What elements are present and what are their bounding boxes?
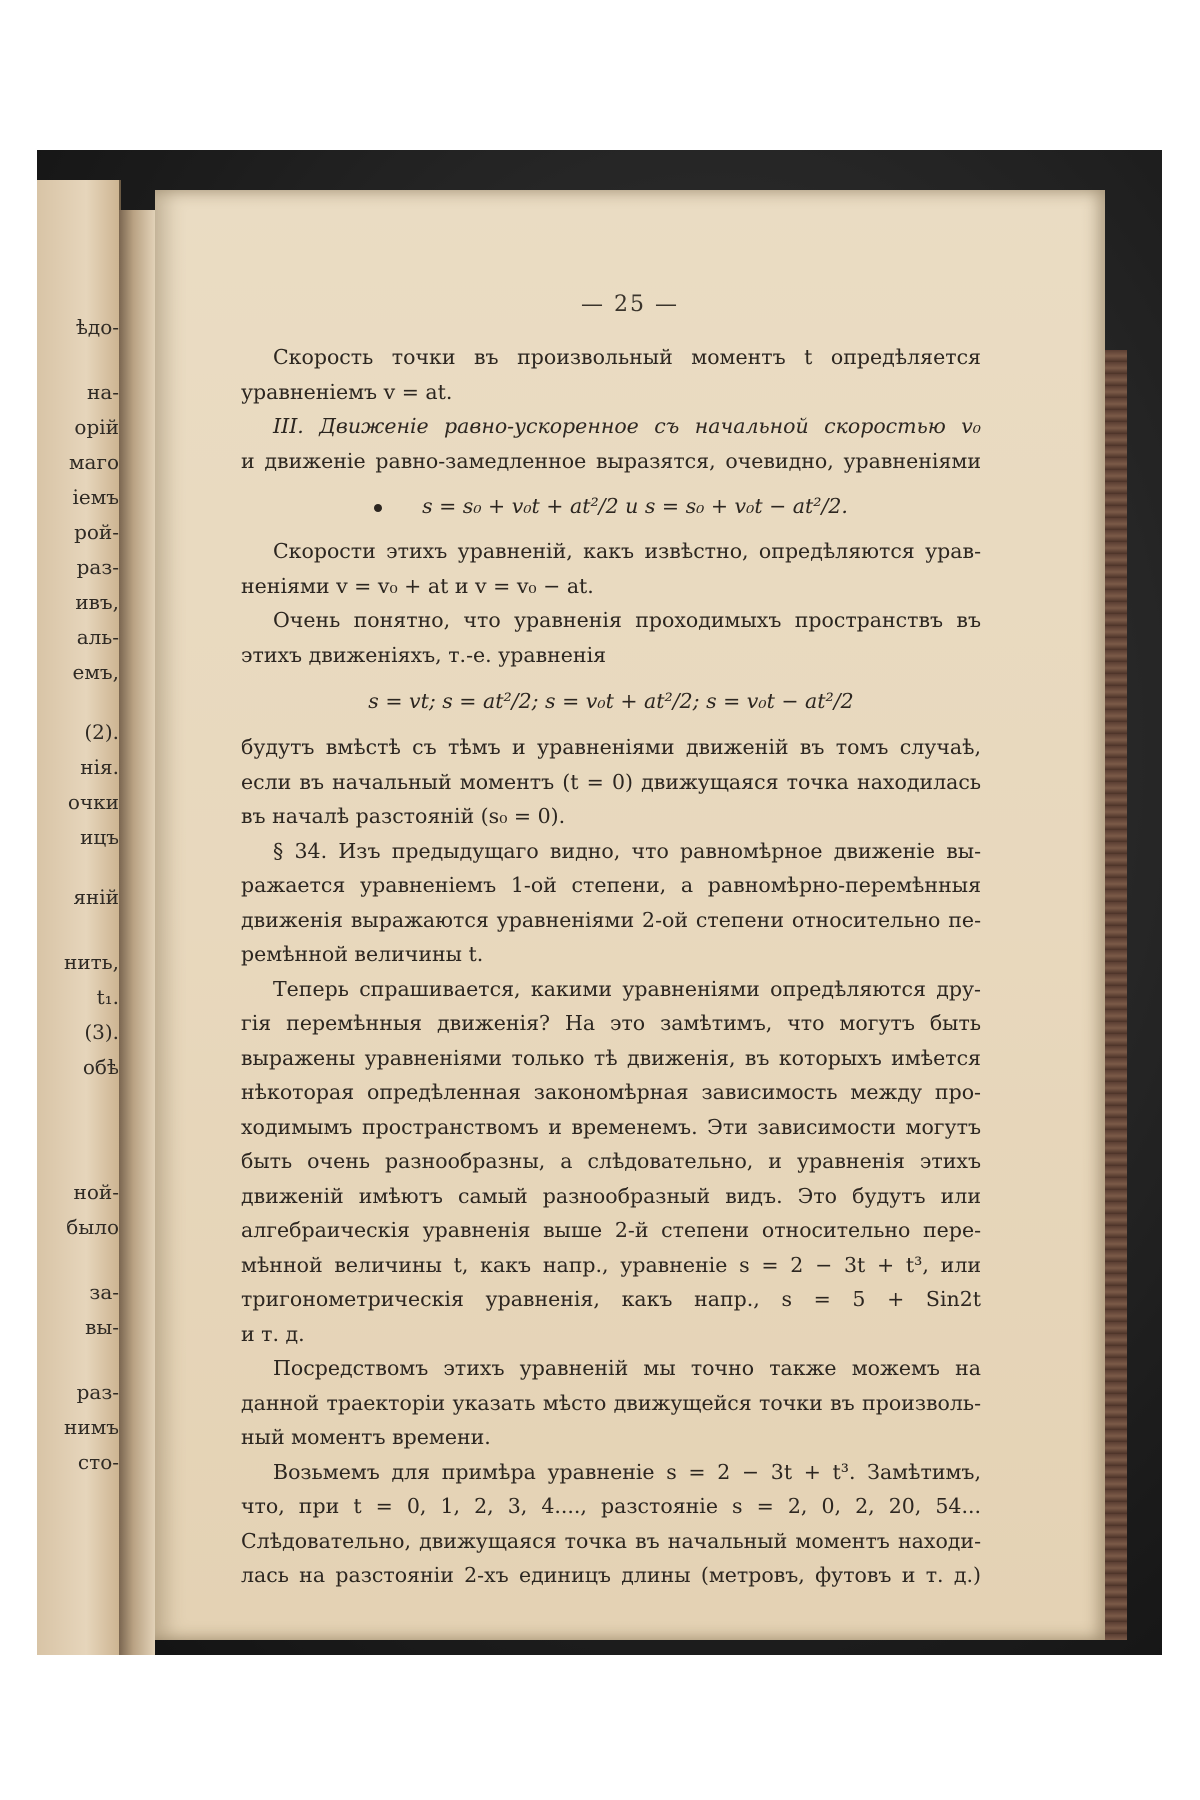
text-line: ходимымъ пространствомъ и временемъ. Эти зависимости могутъ	[241, 1114, 981, 1139]
left-page-fragment: нія.	[80, 755, 119, 779]
left-page-fragment: очки	[67, 790, 119, 814]
text-line: Слѣдовательно, движущаяся точка въ начальный моментъ находи-	[241, 1528, 981, 1553]
left-page-fragment: раз-	[76, 1380, 119, 1404]
right-page	[155, 190, 1105, 1640]
text-line: быть очень разнообразны, а слѣдовательно, и уравненія этихъ	[241, 1149, 981, 1173]
left-page-fragment: орій	[74, 415, 119, 439]
text-line: и т. д.	[241, 1321, 305, 1346]
left-page-fragment: обѣ	[82, 1055, 119, 1079]
text-line: Теперь спрашивается, какими уравненіями опредѣляются дру-	[273, 976, 981, 1001]
left-page-fragment: емъ,	[72, 660, 119, 684]
left-page-fragment: ивъ,	[75, 590, 119, 614]
equation	[241, 478, 981, 534]
left-page-fragment: маго	[69, 450, 119, 474]
text-line: выражены уравненіями только тѣ движенія, въ которыхъ имѣется	[241, 1045, 981, 1070]
page-edge	[1105, 350, 1127, 1640]
left-page-fragment: ицъ	[80, 825, 119, 849]
text-line: § 34. Изъ предыдущаго видно, что равномѣрное движеніе вы-	[273, 838, 981, 863]
text-line: Скорости этихъ уравненій, какъ извѣстно, опредѣляются урав-	[273, 539, 981, 563]
left-page-fragment: вы-	[85, 1315, 119, 1339]
left-page-fragment: іемъ	[72, 485, 119, 509]
left-page-fragment: сто-	[77, 1450, 119, 1474]
left-page-fragment: аль-	[76, 625, 119, 649]
text-line: ремѣнной величины t.	[241, 942, 484, 966]
text-line: что, при t = 0, 1, 2, 3, 4...., разстояніе s = 2, 0, 2, 20, 54...	[241, 1494, 981, 1518]
text-line: движеній имѣютъ самый разнообразный видъ. Это будутъ или	[241, 1183, 981, 1208]
book-photo	[37, 150, 1162, 1655]
text-line: если въ начальный моментъ (t = 0) движущаяся точка находилась	[241, 769, 981, 794]
left-page-fragment: за-	[89, 1280, 119, 1304]
equation-text: s = s₀ + v₀t + at²/2 и s = s₀ + v₀t − at²/2.	[422, 494, 848, 518]
book-gutter	[119, 210, 155, 1655]
left-page-fragment: яній	[73, 885, 119, 909]
text-line: въ началѣ разстояній (s₀ = 0).	[241, 804, 566, 828]
text-line: движенія выражаются уравненіями 2-ой степени относительно пе-	[241, 907, 981, 932]
equation-text: s = vt; s = at²/2; s = v₀t + at²/2; s = v₀t − at²/2	[368, 689, 854, 713]
text-line: III. Движеніе равно-ускоренное съ начальной скоростью v₀	[273, 414, 981, 438]
text-line: будутъ вмѣстѣ съ тѣмъ и уравненіями движеній въ томъ случаѣ,	[241, 735, 981, 759]
text-line: Посредствомъ этихъ уравненій мы точно также можемъ на	[273, 1356, 981, 1380]
left-page-fragment: нить,	[64, 950, 119, 974]
text-line: и движеніе равно-замедленное выразятся, очевидно, уравненіями	[241, 448, 981, 473]
page-number: — 25 —	[581, 292, 679, 317]
text-line: уравненіемъ v = at.	[241, 379, 453, 404]
text-line: лась на разстояніи 2-хъ единицъ длины (метровъ, футовъ и т. д.)	[241, 1563, 981, 1587]
left-page	[37, 180, 121, 1655]
text-line: гія перемѣнныя движенія? На это замѣтимъ, что могутъ быть	[241, 1011, 981, 1035]
text-line: Скорость точки въ произвольный моментъ t опредѣляется	[273, 345, 981, 369]
left-page-fragment: (2).	[84, 720, 119, 744]
left-page-fragment: (3).	[84, 1020, 119, 1044]
text-line: Очень понятно, что уравненія проходимыхъ пространствъ въ	[273, 608, 981, 632]
left-page-fragment: t₁.	[96, 985, 119, 1009]
left-page-fragment: ѣдо-	[75, 315, 119, 339]
text-line: алгебраическія уравненія выше 2-й степени относительно пере-	[241, 1218, 981, 1242]
text-line: тригонометрическія уравненія, какъ напр., s = 5 + Sin2t	[241, 1287, 981, 1311]
text-line: ражается уравненіемъ 1-ой степени, а равномѣрно-перемѣнныя	[241, 873, 981, 897]
left-page-fragment: на-	[86, 380, 119, 404]
text-line: мѣнной величины t, какъ напр., уравненіе s = 2 − 3t + t³, или	[241, 1252, 981, 1277]
bullet-mark	[374, 504, 382, 512]
text-line: ный моментъ времени.	[241, 1425, 491, 1449]
left-page-fragment: раз-	[76, 555, 119, 579]
text-line: неніями v = v₀ + at и v = v₀ − at.	[241, 573, 594, 598]
page-body	[241, 340, 981, 1593]
left-page-fragment: ной-	[73, 1180, 119, 1204]
text-line: нѣкоторая опредѣленная закономѣрная зависимость между про-	[241, 1080, 981, 1104]
left-page-fragment: было	[66, 1215, 119, 1239]
equation	[241, 672, 981, 730]
left-page-fragment: рой-	[74, 520, 119, 544]
text-line: данной траекторіи указать мѣсто движущейся точки въ произволь-	[241, 1390, 981, 1415]
text-line: Возьмемъ для примѣра уравненіе s = 2 − 3t + t³. Замѣтимъ,	[273, 1459, 981, 1484]
left-page-fragment: нимъ	[64, 1415, 119, 1439]
text-line: этихъ движеніяхъ, т.-е. уравненія	[241, 642, 607, 667]
